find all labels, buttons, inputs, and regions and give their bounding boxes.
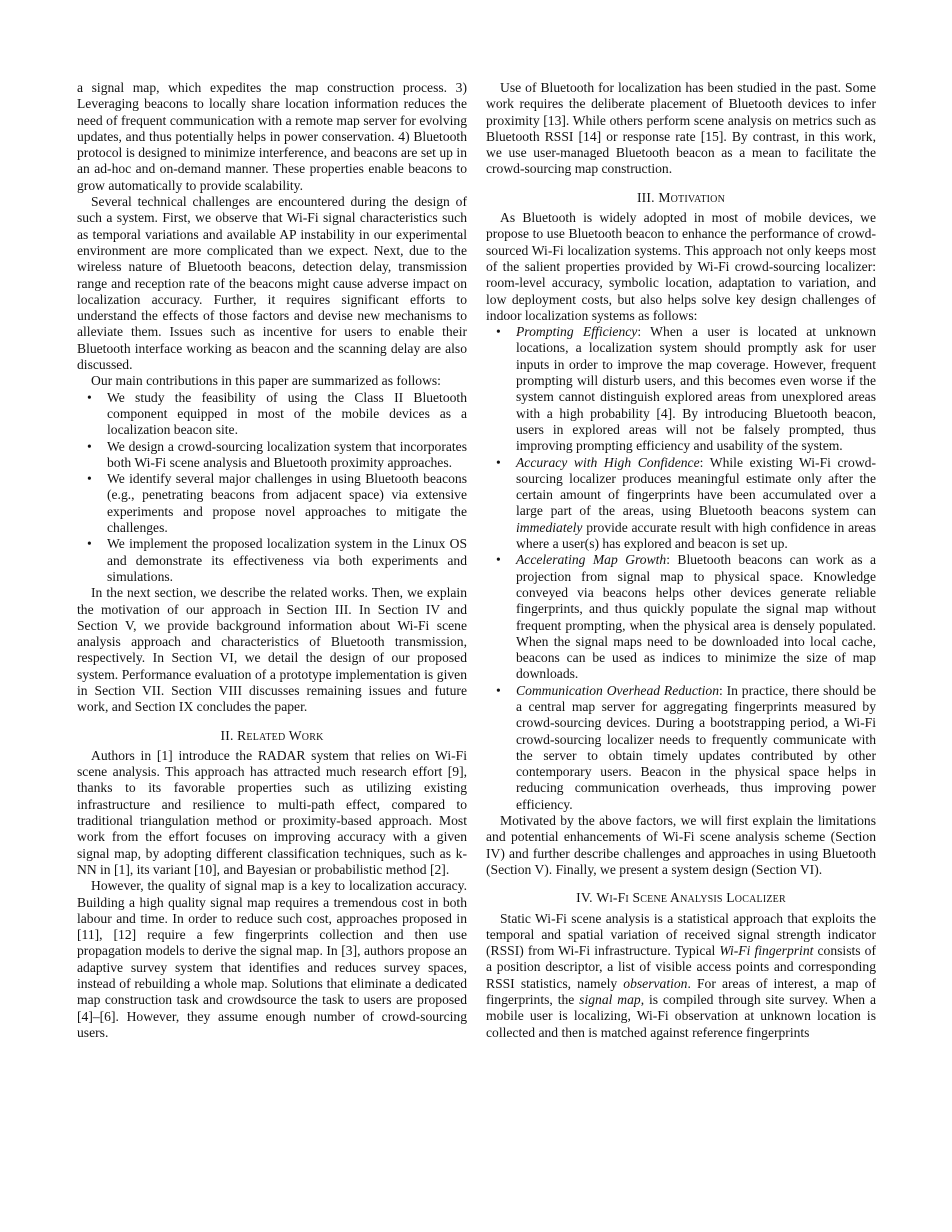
section-number: III. [636,189,655,205]
list-item [516,324,876,454]
item-heading: Accuracy with High Confidence [516,454,700,470]
section-number: IV. [576,890,593,906]
emphasis: signal map [579,992,641,1008]
contributions-list [77,390,467,586]
emphasis: immediately [516,519,583,535]
item-body: : Bluetooth beacons can work as a projection from signal map to physical space. Knowledge conveyed via beacons helps other devices generate reliable fingerprints, and thus quickly populate the signal map without frequent prompting, when the physical area is densely populated. When the signal maps need to be downloaded into local cache, beacons can be used as indices to minimize the size of map downloads. [516,552,876,682]
emphasis: observation [623,975,688,991]
list-item [516,552,876,682]
paragraph-motivation: As Bluetooth is widely adopted in most of mobile devices, we propose to use Bluetooth beacon to enhance the performance of crowd-sourced Wi-Fi localization systems. This approach not only keeps most of the salient properties provided by Wi-Fi crowd-sourcing localizer: room-level accuracy, symbolic location, adaptation to variation, and low deployment costs, but also helps solve key design challenges of indoor localization systems as follows: [486,210,876,323]
list-item: • We design a crowd-sourcing localization system that incorporates both Wi-Fi scene analysis and Bluetooth proximity approaches. [107,439,467,472]
right-column [486,80,876,1041]
emphasis: Wi-Fi fingerprint [719,943,814,959]
section-heading-wifi-scene-analysis [486,890,876,906]
paragraph-static-wifi [486,911,876,1041]
text-run: . For areas of interest, a map of fingerprints, the [486,975,876,1008]
section-heading-related-work [77,728,467,744]
list-item [516,683,876,813]
item-heading: Communication Overhead Reduction [516,682,720,698]
item-body: : In practice, there should be a central map server for aggregating fingerprints measured by crowd-sourcing devices. During a bootstrapping period, a Wi-Fi crowd-sourcing localizer needs to frequently communicate with the server to obtain timely updates contributed by other contemporary users. Beacon in the physical space helps in reducing communication overheads, thus improving power efficiency. [516,682,877,812]
paragraph-signal-map-quality: However, the quality of signal map is a key to localization accuracy. Building a high quality signal map requires a tremendous cost in both labour and time. In order to reduce such cost, approaches proposed in [11], [12] require a few fingerprints collection and then use propagation models to derive the signal map. In [3], authors propose an adaptive survey system that identifies and reduces survey spaces, instead of rebuilding a whole map. Solutions that eliminate a dedicated map construction task and crowdsource the task to users are proposed [4]–[6]. However, they assume enough number of crowd-sourcing users. [77,878,467,1040]
item-body: : While existing Wi-Fi crowd-sourcing localizer produces meaningful estimate only after the certain amount of fingerprints have been accumulated over a large part of the areas, using Bluetooth beacons system can [516,454,876,519]
section-title: Wi-Fi Scene Analysis Localizer [596,890,786,906]
section-heading-motivation [486,190,876,206]
motivation-list [486,324,876,813]
list-item: • We implement the proposed localization system in the Linux OS and demonstrate its effectiveness via both experiments and simulations. [107,536,467,585]
paragraph-challenges: Several technical challenges are encountered during the design of such a system. First, we observe that Wi-Fi signal characteristics such as temporal variations and available AP instability in our experimental environment are more complicated than we expect. Next, due to the wireless nature of Bluetooth beacons, detection delay, transmission range and reception rate of the beacons might cause adverse impact on localization accuracy. Further, it requires significant efforts to understand the effects of those factors and devise new mechanisms to alleviate them. Issues such as incentive for users to enable their Bluetooth interface working as beacon and the scanning delay are also discussed. [77,194,467,373]
list-item [516,455,876,553]
section-number: II. [220,727,234,743]
paragraph-motivated: Motivated by the above factors, we will first explain the limitations and potential enhancements of Wi-Fi scene analysis scheme (Section IV) and further describe challenges and approaches in using Bluetooth (Section V). Finally, we present a system design (Section VI). [486,813,876,877]
item-body: : When a user is located at unknown locations, a localization system should promptly ask for user inputs in order to improve the map coverage. However, frequent prompting will disturb users, and this becomes even worse if the system cannot distinguish explored areas from unexplored areas with a high probability [4]. By introducing Bluetooth beacon, users in explored areas will not be falsely prompted, thus improving prompting efficiency and usability of the system. [516,324,877,454]
left-column [77,80,467,1041]
text-run: consists of a position descriptor, a list of visible access points and corresponding RSSI statistics, namely [486,943,876,991]
item-heading: Prompting Efficiency [516,324,638,340]
paragraph-bluetooth-localization: Use of Bluetooth for localization has been studied in the past. Some work requires the deliberate placement of Bluetooth devices to infer proximity [13]. While others perform scene analysis on metrics such as Bluetooth RSSI [14] or response rate [15]. By contrast, in this work, we use user-managed Bluetooth beacon as a mean to facilitate the crowd-sourcing map construction. [486,80,876,177]
section-title: Motivation [658,189,726,205]
item-body: provide accurate result with high confidence in areas where a user(s) has explored and beacon is set up. [516,519,876,552]
paragraph-contributions-intro: Our main contributions in this paper are summarized as follows: [91,373,441,389]
paragraph-radar: Authors in [1] introduce the RADAR system that relies on Wi-Fi scene analysis. This approach has attracted much research effort [9], thanks to its favorable properties such as utilizing existing infrastructure and resilience to multi-path effect, compared to traditional triangulation method or proximity-based approach. Most work from the effort focuses on improving accuracy with a given signal map, by adopting different classification techniques, such as k-NN in [1], its variant [10], and Bayesian or probabilistic method [2]. [77,747,467,877]
item-heading: Accelerating Map Growth [516,552,667,568]
section-title: Related Work [237,727,324,743]
paragraph-outline: In the next section, we describe the related works. Then, we explain the motivation of our approach in Section III. In Section IV and Section V, we provide background information about Wi-Fi scene analysis approach and characteristics of Bluetooth transmission, respectively. In Section VI, we detail the design of our proposed system. Performance evaluation of a prototype implementation is given in Section VII. Section VIII discusses remaining issues and future work, and Section IX concludes the paper. [77,585,467,715]
list-item: • We study the feasibility of using the Class II Bluetooth component equipped in most of the mobile devices as a localization beacon site. [107,390,467,439]
text-run: Static Wi-Fi scene analysis is a statistical approach that exploits the temporal and spatial variation of received signal strength indicator (RSSI) from Wi-Fi infrastructure. Typical [486,910,876,959]
list-item: • We identify several major challenges in using Bluetooth beacons (e.g., penetrating beacons from adjacent space) via extensive experiments and propose novel approaches to mitigate the challenges. [107,471,467,536]
paragraph-intro-continued: a signal map, which expedites the map construction process. 3) Leveraging beacons to locally share location information reduces the need of frequent communication with a remote map server for evolving updates, and thus potentially helps in power conservation. 4) Bluetooth protocol is designed to minimize interference, and beacons are set up in an ad-hoc and on-demand manner. These properties enable beacons to grow automatically to provide scalability. [77,80,467,193]
text-run: , is compiled through site survey. When a mobile user is localizing, Wi-Fi observation at unknown location is collected and then is matched against reference fingerprints [486,992,876,1040]
